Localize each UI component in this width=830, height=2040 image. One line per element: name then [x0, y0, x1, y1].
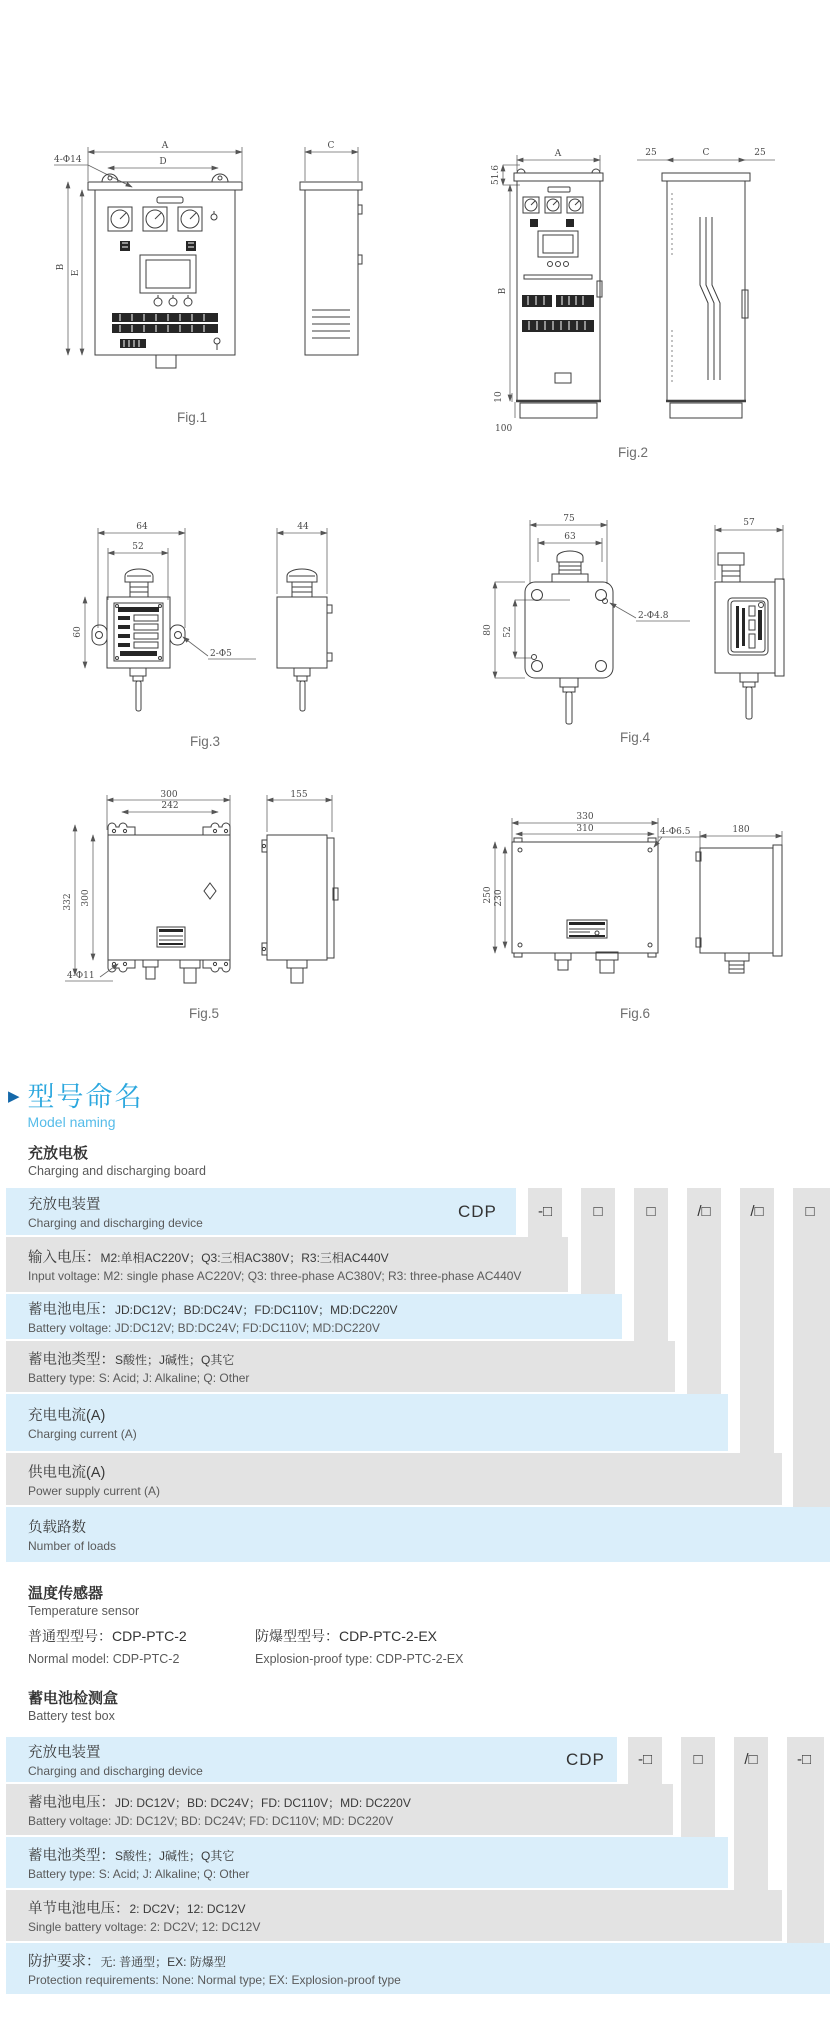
fig4-dim-h: 80: [483, 624, 493, 636]
fig6-dim-side-w: 180: [732, 825, 750, 835]
testbox-heading-en: Battery test box: [28, 1709, 115, 1723]
fig2-drawing: [370, 105, 830, 465]
fig6-dim-outer-w: 330: [576, 812, 594, 822]
row-label-zh: 充放电装置: [28, 1197, 101, 1213]
row-value-zh: JD: DC12V；BD: DC24V；FD: DC110V；MD: DC220V: [115, 1796, 411, 1810]
row-label-en: Battery type: S: Acid; J: Alkaline; Q: Other: [28, 1371, 250, 1385]
model-symbol: -□: [637, 1751, 653, 1768]
fig6-front-view: [512, 838, 658, 973]
section-title-zh: 型号命名: [27, 1082, 144, 1112]
sensor-normal-model: [28, 1626, 255, 1668]
testbox-row-battery-voltage: [6, 1784, 673, 1835]
row-label-zh: 蓄电池电压：: [28, 1795, 115, 1811]
fig2-front-view: [514, 169, 603, 418]
section-header: [8, 1082, 144, 1130]
fig3-caption: Fig.3: [189, 734, 221, 749]
fig3-dim-side-w: 44: [297, 522, 309, 532]
sensor-ex-model: [255, 1626, 463, 1668]
row-label-en: Battery voltage: JD:DC12V; BD:DC24V; FD:DC110V; MD:DC220V: [28, 1321, 380, 1335]
testbox-naming-ladder: [0, 1737, 830, 1994]
fig3-dim-holes: 2-Φ5: [210, 649, 232, 659]
fig3-drawing: [60, 520, 360, 760]
board-row-device: [6, 1188, 516, 1235]
row-label-zh: 负载路数: [28, 1520, 86, 1536]
fig5-dim-side-w: 155: [290, 790, 308, 800]
row-label-zh: 充放电装置: [28, 1745, 101, 1761]
fig4-caption: Fig.4: [619, 730, 651, 745]
fig5-dim-inner-w: 242: [161, 801, 179, 811]
row-value-zh: S酸性；J碱性；Q其它: [115, 1353, 235, 1367]
fig6-dim-holes: 4-Φ6.5: [660, 827, 691, 837]
model-symbol: □: [593, 1203, 603, 1220]
fig1-dim-e: E: [71, 269, 81, 277]
sensor-heading: [28, 1584, 139, 1620]
sensor-normal-zh: 普通型型号：CDP-PTC-2: [28, 1628, 187, 1644]
fig1-dim-a: A: [161, 141, 169, 151]
row-label-en: Battery type: S: Acid; J: Alkaline; Q: Other: [28, 1867, 250, 1881]
fig1-dim-holes: 4-Φ14: [54, 155, 82, 165]
row-value-zh: M2:单相AC220V；Q3:三相AC380V；R3:三相AC440V: [100, 1251, 389, 1265]
board-row-charging-current: [6, 1394, 728, 1451]
testbox-row-device: [6, 1737, 617, 1782]
fig1-front-view: [88, 174, 242, 368]
board-row-battery-type: [6, 1341, 675, 1392]
row-label-zh: 蓄电池类型：: [28, 1848, 115, 1864]
fig2-side-view: [662, 173, 750, 418]
testbox-row-single-battery-voltage: [6, 1890, 782, 1941]
row-value-zh: S酸性；J碱性；Q其它: [115, 1849, 235, 1863]
fig3-front-view: [92, 569, 185, 711]
sensor-ex-zh: 防爆型型号：CDP-PTC-2-EX: [255, 1628, 438, 1644]
fig4-drawing: [380, 510, 830, 760]
fig1-dim-d: D: [159, 157, 167, 167]
row-value-zh: 无: 普通型；EX: 防爆型: [100, 1955, 226, 1969]
row-label-en: Power supply current (A): [28, 1483, 161, 1498]
fig5-dim-inner-h: 300: [81, 889, 91, 907]
model-symbol: -□: [796, 1751, 812, 1768]
row-label-zh: 供电电流(A): [28, 1464, 106, 1481]
model-symbol: /□: [697, 1203, 711, 1220]
fig2-dim-c: C: [702, 148, 710, 158]
row-label-en: Input voltage: M2: single phase AC220V; Q3: three-phase AC380V; R3: three-phase AC440V: [28, 1269, 522, 1283]
fig2-dim-a: A: [554, 149, 562, 159]
board-naming-ladder: [0, 1188, 830, 1562]
model-symbol: □: [693, 1751, 703, 1768]
fig5-drawing: [50, 790, 380, 1030]
ladder-strip: [793, 1188, 830, 1507]
fig4-dim-side-w: 57: [743, 518, 755, 528]
fig6-drawing: [470, 790, 830, 1030]
row-label-zh: 蓄电池类型：: [28, 1352, 115, 1368]
board-row-supply-current: [6, 1453, 782, 1505]
fig2-dim-b: B: [498, 287, 508, 295]
fig5-dim-h: 332: [63, 893, 73, 911]
testbox-heading-zh: 蓄电池检测盒: [28, 1690, 119, 1707]
row-label-en: Battery voltage: JD: DC12V; BD: DC24V; FD: DC110V; MD: DC220V: [28, 1814, 394, 1828]
testbox-heading: [28, 1689, 118, 1725]
row-label-en: Charging and discharging device: [28, 1216, 203, 1230]
sensor-models: [28, 1626, 463, 1668]
fig4-dim-outer-w: 75: [563, 514, 575, 524]
fig2-dim-top: 51.6: [491, 164, 501, 186]
row-label-zh: 单节电池电压：: [28, 1901, 130, 1917]
fig2-dim-base-h: 10: [494, 391, 504, 403]
model-symbol: □: [805, 1203, 815, 1220]
fig4-dim-holes: 2-Φ4.8: [638, 611, 669, 621]
fig3-dim-inner-w: 52: [132, 542, 144, 552]
row-label-en: Charging current (A): [28, 1427, 137, 1441]
fig4-dim-inner-w: 63: [564, 532, 576, 542]
section-title-en: Model naming: [27, 1114, 116, 1130]
board-heading-zh: 充放电板: [28, 1145, 89, 1162]
fig6-dim-h: 250: [483, 886, 493, 904]
fig2-dim-side-left: 25: [645, 148, 657, 158]
sensor-ex-en: Explosion-proof type: CDP-PTC-2-EX: [255, 1652, 464, 1666]
row-label-en: Charging and discharging device: [28, 1764, 203, 1778]
fig5-caption: Fig.5: [188, 1006, 220, 1021]
row-value-zh: 2: DC2V；12: DC12V: [129, 1902, 246, 1916]
board-heading-en: Charging and discharging board: [28, 1164, 206, 1178]
fig5-side-view: [262, 835, 338, 983]
fig3-side-view: [277, 569, 332, 711]
model-symbol: -□: [537, 1203, 553, 1220]
sensor-normal-en: Normal model: CDP-PTC-2: [28, 1652, 180, 1666]
section-marker-icon: ▶: [8, 1088, 20, 1105]
model-symbol: /□: [744, 1751, 758, 1768]
model-prefix: CDP: [458, 1202, 497, 1221]
fig6-caption: Fig.6: [619, 1006, 651, 1021]
fig1-dim-c: C: [327, 141, 335, 151]
fig4-front-view: [525, 551, 613, 724]
row-label-zh: 蓄电池电压：: [28, 1302, 115, 1318]
fig4-side-view: [715, 553, 784, 719]
fig1-caption: Fig.1: [176, 410, 208, 425]
fig6-dim-inner-h: 230: [494, 889, 504, 907]
row-label-en: Protection requirements: None: Normal type; EX: Explosion-proof type: [28, 1973, 401, 1987]
model-symbol: /□: [750, 1203, 764, 1220]
fig5-dim-outer-w: 300: [160, 790, 178, 800]
fig1-dim-b: B: [56, 263, 66, 271]
fig2-dim-base-total: 100: [495, 424, 513, 434]
row-label-zh: 防护要求：: [28, 1954, 101, 1970]
testbox-row-protection: [6, 1943, 830, 1994]
row-label-en: Number of loads: [28, 1539, 117, 1553]
fig4-dim-inner-h: 52: [503, 626, 513, 638]
board-heading: [28, 1144, 206, 1180]
fig1-drawing: [40, 105, 380, 435]
row-label-zh: 充电电流(A): [28, 1408, 106, 1424]
sensor-heading-en: Temperature sensor: [28, 1604, 140, 1618]
testbox-row-battery-type: [6, 1837, 728, 1888]
row-value-zh: JD:DC12V；BD:DC24V；FD:DC110V；MD:DC220V: [115, 1303, 398, 1317]
row-label-en: Single battery voltage: 2: DC2V; 12: DC12V: [28, 1920, 261, 1934]
model-prefix: CDP: [566, 1750, 605, 1769]
fig5-dim-holes: 4-Φ11: [67, 971, 95, 981]
fig5-front-view: [108, 823, 230, 983]
board-row-loads: [6, 1507, 830, 1562]
board-row-battery-voltage: [6, 1294, 622, 1339]
row-label-zh: 输入电压：: [28, 1250, 101, 1266]
ladder-strip: [740, 1188, 774, 1453]
fig1-side-view: [300, 182, 362, 355]
fig6-dim-inner-w: 310: [576, 824, 594, 834]
fig6-side-view: [696, 845, 782, 973]
fig2-caption: Fig.2: [617, 445, 649, 460]
sensor-heading-zh: 温度传感器: [28, 1585, 104, 1602]
fig3-dim-outer-w: 64: [136, 522, 148, 532]
model-symbol: □: [646, 1203, 656, 1220]
board-row-input-voltage: [6, 1237, 568, 1292]
fig3-dim-h: 60: [73, 626, 83, 638]
fig2-dim-side-right: 25: [754, 148, 766, 158]
